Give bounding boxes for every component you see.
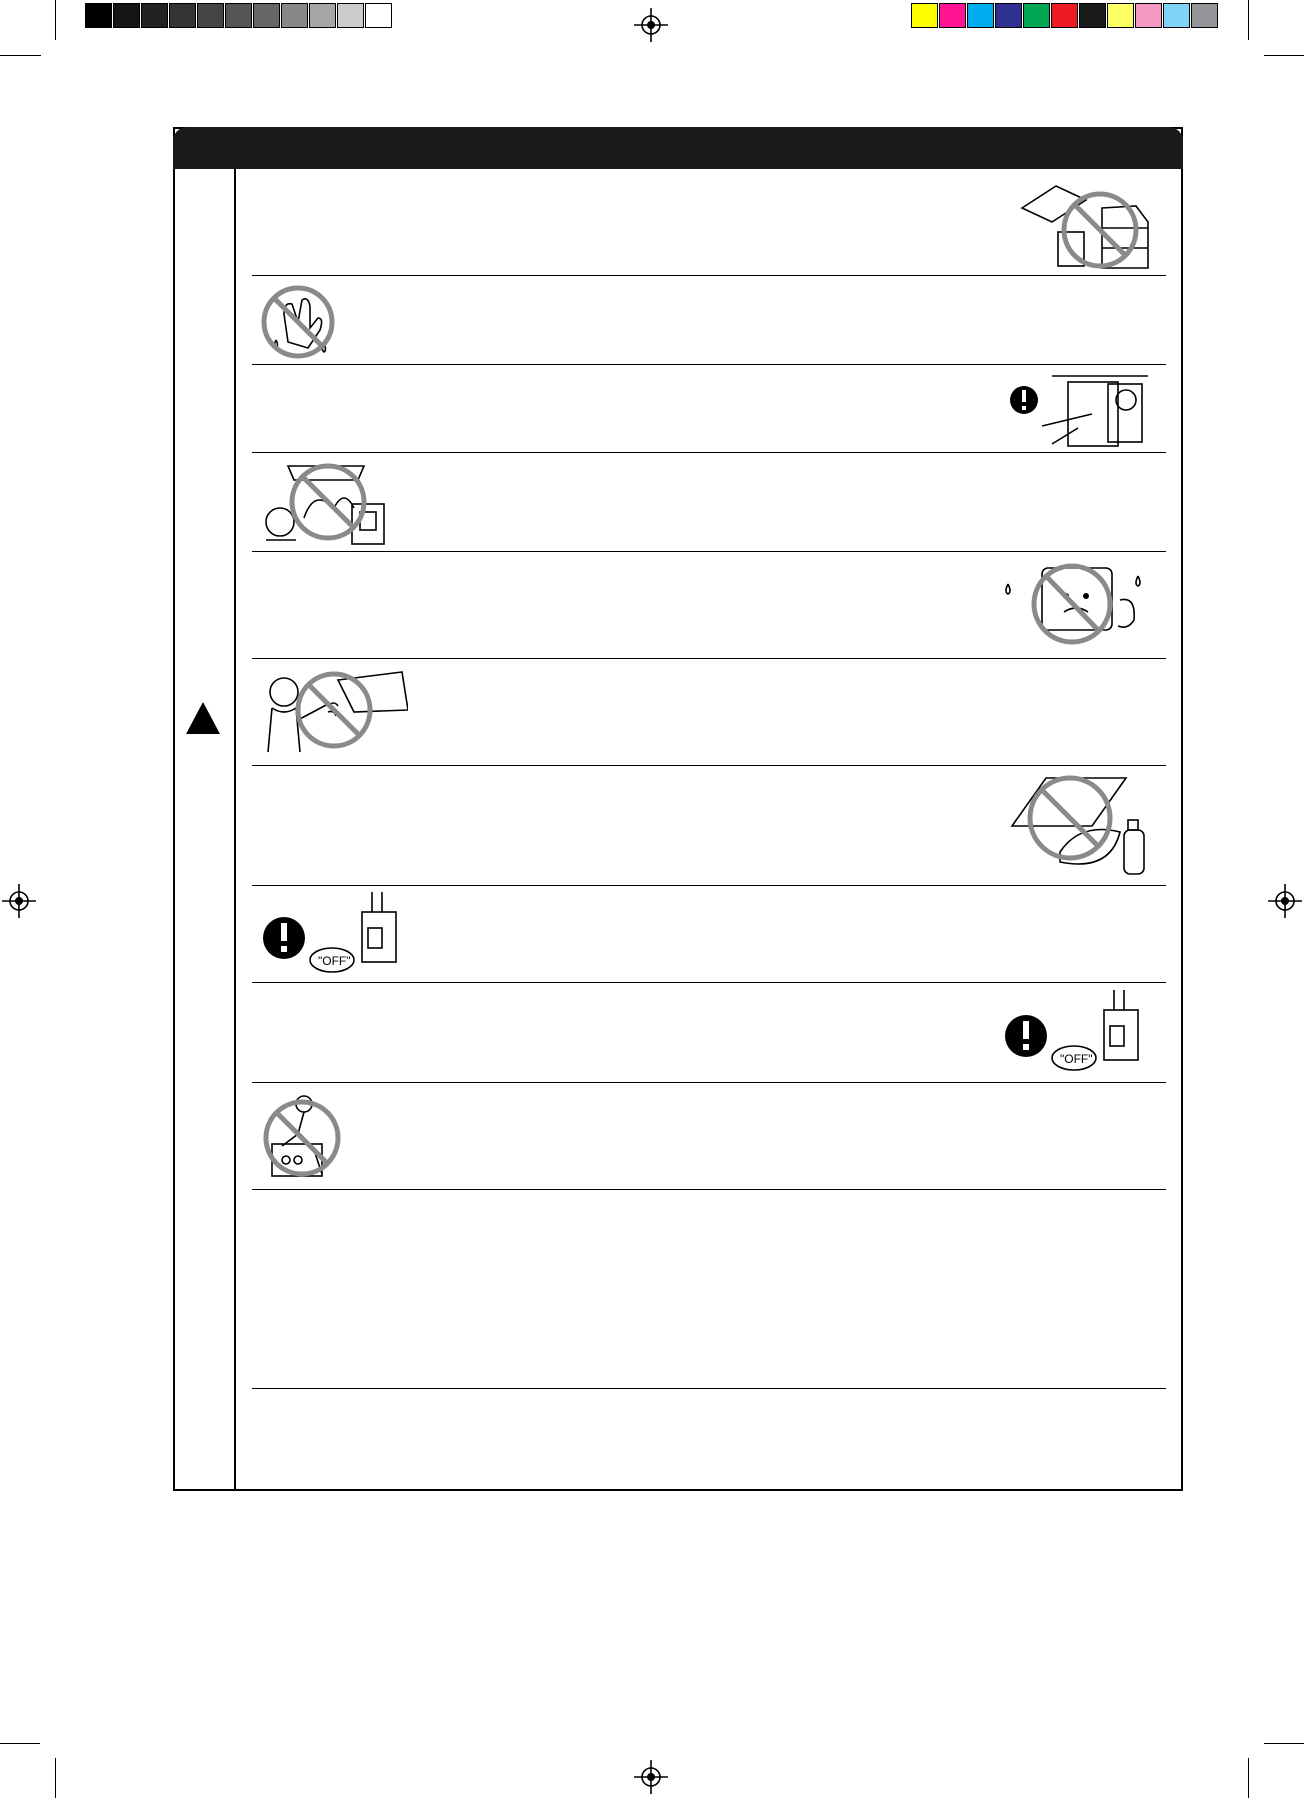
color-registration-bar (911, 3, 1219, 28)
grayscale-swatch (225, 3, 252, 28)
row-divider (252, 551, 1166, 552)
no-water-on-unit-icon (1000, 560, 1156, 652)
color-swatch (1191, 3, 1218, 28)
off-callout-text: "OFF" (1060, 1052, 1093, 1066)
color-swatch (939, 3, 966, 28)
panel-header-band (173, 127, 1183, 169)
row-divider (252, 765, 1166, 766)
row-divider (252, 452, 1166, 453)
no-climbing-on-unit-icon (258, 1090, 346, 1182)
grayscale-swatch (197, 3, 224, 28)
row-divider (252, 885, 1166, 886)
color-swatch (1079, 3, 1106, 28)
off-callout-text: "OFF" (318, 954, 351, 968)
power-off-breaker-icon (262, 892, 412, 976)
grayscale-swatch (337, 3, 364, 28)
registration-target-icon (2, 884, 36, 918)
row-divider (252, 275, 1166, 276)
ventilate-room-icon (1008, 370, 1154, 450)
color-swatch (1107, 3, 1134, 28)
grayscale-swatch (365, 3, 392, 28)
power-off-breaker-icon (1004, 990, 1154, 1074)
color-swatch (911, 3, 938, 28)
no-spray-cleaning-icon (258, 666, 408, 758)
color-swatch (1023, 3, 1050, 28)
row-divider (252, 1388, 1166, 1389)
no-wet-hands-icon (258, 282, 338, 362)
grayscale-swatch (309, 3, 336, 28)
side-column-divider (234, 169, 236, 1489)
row-divider (252, 1189, 1166, 1190)
row-divider (252, 364, 1166, 365)
grayscale-swatch (113, 3, 140, 28)
no-obstruction-icon (1016, 178, 1152, 270)
color-swatch (1051, 3, 1078, 28)
row-divider (252, 982, 1166, 983)
color-swatch (967, 3, 994, 28)
grayscale-swatch (169, 3, 196, 28)
no-heat-source-icon (258, 458, 408, 548)
grayscale-swatch (281, 3, 308, 28)
warning-triangle-icon (184, 700, 222, 736)
color-swatch (1135, 3, 1162, 28)
color-swatch (995, 3, 1022, 28)
grayscale-bar (85, 3, 393, 28)
grayscale-swatch (141, 3, 168, 28)
grayscale-swatch (253, 3, 280, 28)
color-swatch (1163, 3, 1190, 28)
no-insecticide-icon (1006, 772, 1158, 882)
registration-target-icon (634, 8, 668, 42)
registration-target-icon (634, 1760, 668, 1794)
grayscale-swatch (85, 3, 112, 28)
row-divider (252, 658, 1166, 659)
registration-target-icon (1268, 884, 1302, 918)
row-divider (252, 1082, 1166, 1083)
